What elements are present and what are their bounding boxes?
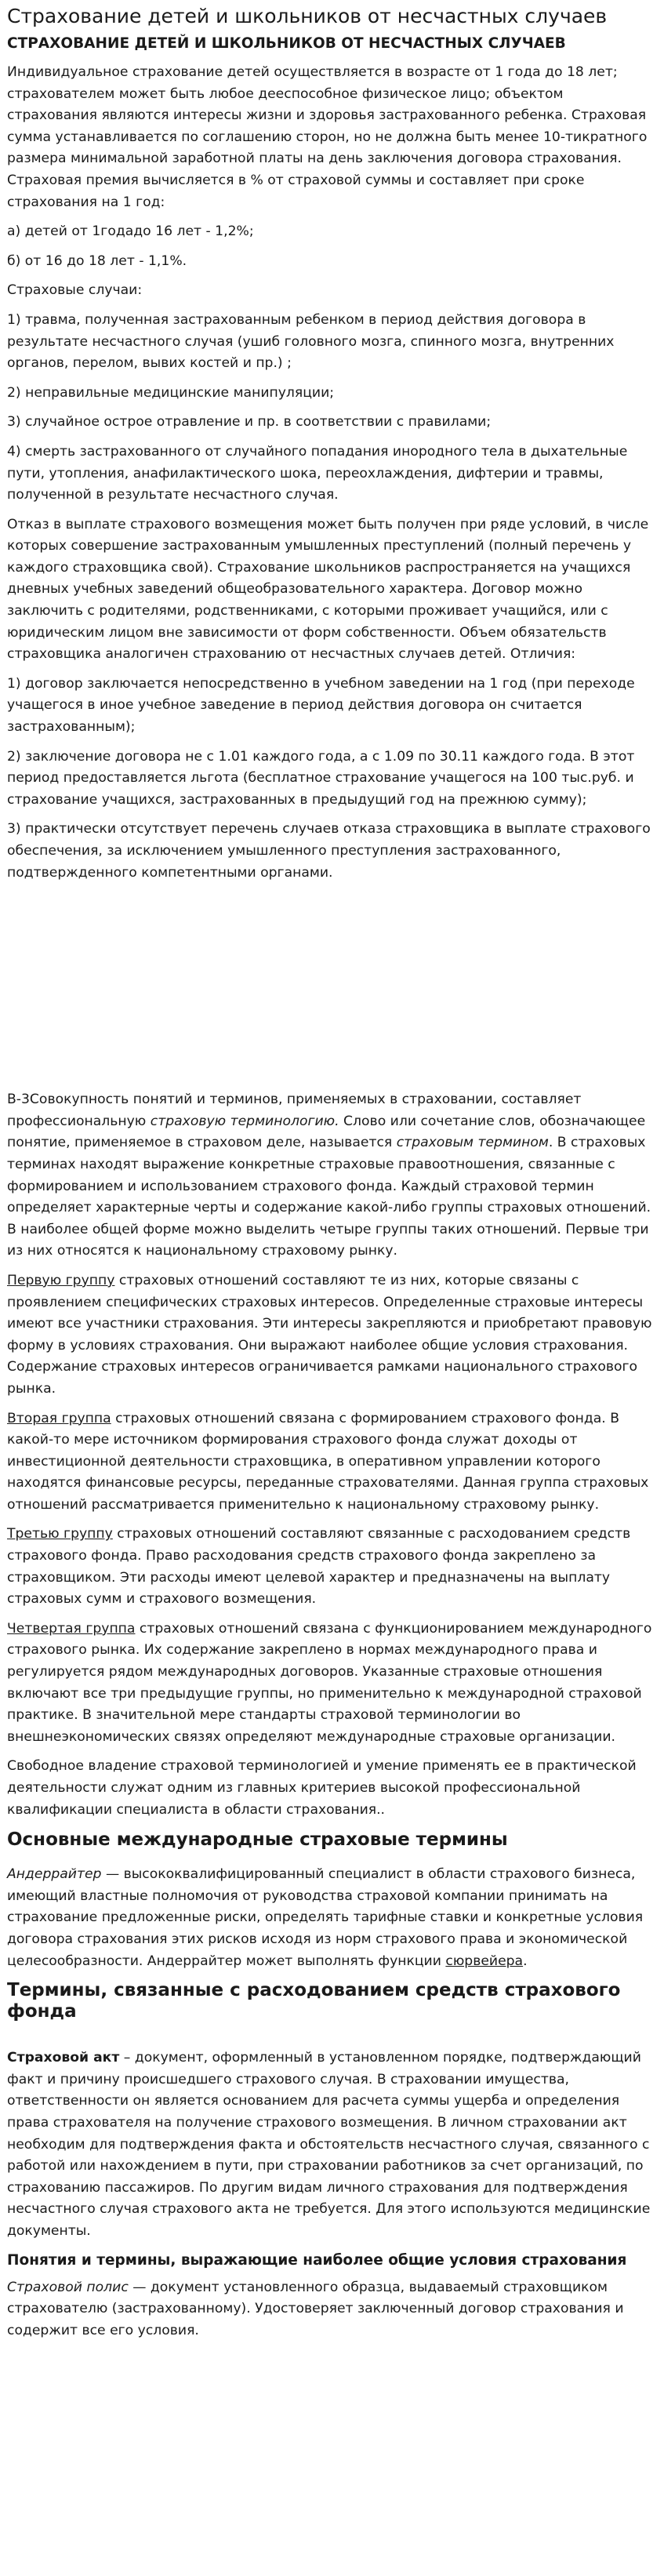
term-italic: Страховой полис (7, 2279, 129, 2295)
term-bold: Страховой акт (7, 2050, 120, 2066)
paragraph-refusal: Отказ в выплате страхового возмещения может быть получен при ряде условий, в числе которых совершение застрахованным умышленных преступлений (полный перечень у каждого страховщика свой). Страхование школьников распространяется на учащихся дневных учебных заведений общеобразовательного характера. Договор можно заключить с родителями, родственниками, с которыми проживает учащийся, или с юридическим лицом вне зависимости от форм собственности. Объем обязательств страховщика аналогичен страхованию от несчастных случаев детей. Отличия: (7, 516, 649, 663)
heading-fund-spending-terms: Термины, связанные с расходованием средств страхового фонда (7, 1980, 621, 2022)
text-run: страховых отношений составляют те из них, которые связаны с проявлением специфических страховых интересов. Определенные страховые интересы имеют все участники страхования. Эти интересы закрепляются и приобретают правовую форму в условиях страхования. Они выражают наиболее общие условия страхования. Содержание страховых интересов ограничивается рамками национального страхового рынка. (7, 1272, 652, 1397)
surveyor-link[interactable]: сюрвейера (445, 1953, 524, 1969)
case-item-4: 4) смерть застрахованного от случайного попадания инородного тела в дыхательные пути, утопления, анафилактического шока, переохлаждения, дифтерии и травмы, полученной в результате несчастного случая. (7, 443, 628, 503)
group-label: Третью группу (7, 1526, 113, 1542)
group-label: Четвертая группа (7, 1620, 136, 1637)
blank-gap (7, 892, 655, 1089)
document-page (7, 0, 655, 2349)
text-run: страховых отношений связана с функционированием международного страхового рынка. Их содержание закреплено в нормах международного права и регулируется рядом международных договоров. Указанные страховые отношения включают все три предыдущие группы, но применительно к международной страховой практике. В значительной мере стандарты страховой терминологии во внешнеэкономических связях определяют международные страховые организации. (7, 1620, 652, 1745)
text-run: страховых отношений связана с формированием страхового фонда. В какой-то мере источником формирования страхового фонда служат доходы от инвестиционной деятельности страховщика, в оперативном управлении которого находятся финансовые ресурсы, переданные страхователями. Данная группа страховых отношений рассматривается применительно к национальному страховому рынку. (7, 1410, 649, 1513)
rate-item-a: а) детей от 1годадо 16 лет - 1,2%; (7, 223, 254, 240)
paragraph-group-2 (7, 1408, 655, 1517)
text-run: . (523, 1953, 528, 1969)
text-run: — высококвалифицированный специалист в области страхового бизнеса, имеющий властные полномочия от руководства страховой компании принимать на страхование предложенные риски, определять тарифные ставки и конкретные условия договора страхования этих рисков исходя из норм страхового права и экономической целесообразности. Андеррайтер может выполнять функции (7, 1866, 644, 1969)
paragraph-insurance-act (7, 2047, 655, 2242)
paragraph-insurance-policy (7, 2277, 655, 2342)
paragraph-intro: Индивидуальное страхование детей осуществляется в возрасте от 1 года до 18 лет; страхователем может быть любое дееспособное физическое лицо; объектом страхования являются интересы жизни и здоровья застрахованного ребенка. Страховая сумма устанавливается по соглашению сторон, но не должна быть менее 10-тикратного размера минимальной заработной платы на день заключения договора страхования. Страховая премия вычисляется в % от страховой суммы и составляет при сроке страхования на 1 год: (7, 64, 648, 210)
text-run: Слово или сочетание слов, обозначающее понятие, применяемое в страховом деле, называется (7, 1113, 646, 1151)
paragraph-group-4 (7, 1619, 655, 1749)
difference-item-2: 2) заключение договора не с 1.01 каждого года, а с 1.09 по 30.11 каждого года. В этот период предоставляется льгота (бесплатное страхование учащегося на 100 тыс.руб. и страхование учащихся, застрахованных в предыдущий год на прежнюю сумму); (7, 748, 635, 808)
text-run: В-3Совокупность понятий и терминов, применяемых в страховании, составляет профессиональную (7, 1092, 582, 1129)
cases-heading: Страховые случаи: (7, 282, 143, 299)
difference-item-1: 1) договор заключается непосредственно в учебном заведении на 1 год (при переходе учащегося в иное учебное заведение в период действия договора он считается застрахованным); (7, 675, 635, 736)
paragraph-conclusion: Свободное владение страховой терминологией и умение применять ее в практической деятельности служат одним из главных критериев высокой профессиональной квалификации специалиста в области страхования.. (7, 1758, 637, 1818)
paragraph-terminology (7, 1089, 655, 1263)
rate-item-b: б) от 16 до 18 лет - 1,1%. (7, 253, 187, 269)
case-item-1: 1) травма, полученная застрахованным ребенком в период действия договора в результате несчастного случая (ушиб головного мозга, спинного мозга, внутренних органов, перелом, вывих костей и пр.) ; (7, 311, 615, 372)
article-subtitle: СТРАХОВАНИЕ ДЕТЕЙ И ШКОЛЬНИКОВ ОТ НЕСЧАСТНЫХ СЛУЧАЕВ (7, 35, 566, 52)
group-label: Первую группу (7, 1272, 115, 1288)
difference-item-3: 3) практически отсутствует перечень случаев отказа страховщика в выплате страхового обеспечения, за исключением умышленного преступления застрахованного, подтвержденного компетентными органами. (7, 821, 651, 881)
group-label: Вторая группа (7, 1410, 111, 1426)
text-run: — документ установленного образца, выдаваемый страховщиком страхователю (застрахованному). Удостоверяет заключенный договор страхования и содержит все его условия. (7, 2279, 624, 2338)
heading-international-terms: Основные международные страховые термины (7, 1829, 508, 1851)
text-run: . В страховых терминах находят выражение конкретные страховые правоотношения, связанные с формированием и использованием страхового фонда. Каждый страховой термин определяет характерные черты и содержание какой-либо группы страховых отношений. В наиболее общей форме можно выделить четыре группы таких отношений. Первые три из них относятся к национальному страховому рынку. (7, 1135, 651, 1259)
heading-general-conditions: Понятия и термины, выражающие наиболее общие условия страхования (7, 2251, 627, 2269)
text-run: – документ, оформленный в установленном порядке, подтверждающий факт и причину происшедшего страхового случая. В страховании имущества, ответственности он является основанием для расчета суммы ущерба и определения права страхователя на получение страхового возмещения. В личном страховании акт необходим для подтверждения факта и обстоятельств несчастного случая, связанного с работой или нахождением в пути, при страховании работников за счет организаций, по страхованию пассажиров. По другим видам личного страхования для подтверждения несчастного случая страхового акта не требуется. Для этого используются медицинские документы. (7, 2050, 651, 2239)
paragraph-group-3 (7, 1524, 655, 1610)
term-italic: страховую терминологию. (150, 1113, 339, 1129)
term-italic: Андеррайтер (7, 1866, 102, 1883)
case-item-2: 2) неправильные медицинские манипуляции; (7, 384, 335, 401)
text-run: страховых отношений составляют связанные с расходованием средств страхового фонда. Право расходования средств страхового фонда закреплено за страховщиком. Эти расходы имеют целевой характер и предназначены на выплату страховых сумм и страхового возмещения. (7, 1526, 631, 1608)
case-item-3: 3) случайное острое отравление и пр. в соответствии с правилами; (7, 414, 492, 431)
paragraph-group-1 (7, 1270, 655, 1401)
paragraph-underwriter (7, 1864, 655, 1972)
term-italic: страховым термином (396, 1135, 549, 1151)
page-title: Страхование детей и школьников от несчастных случаев (7, 5, 608, 27)
